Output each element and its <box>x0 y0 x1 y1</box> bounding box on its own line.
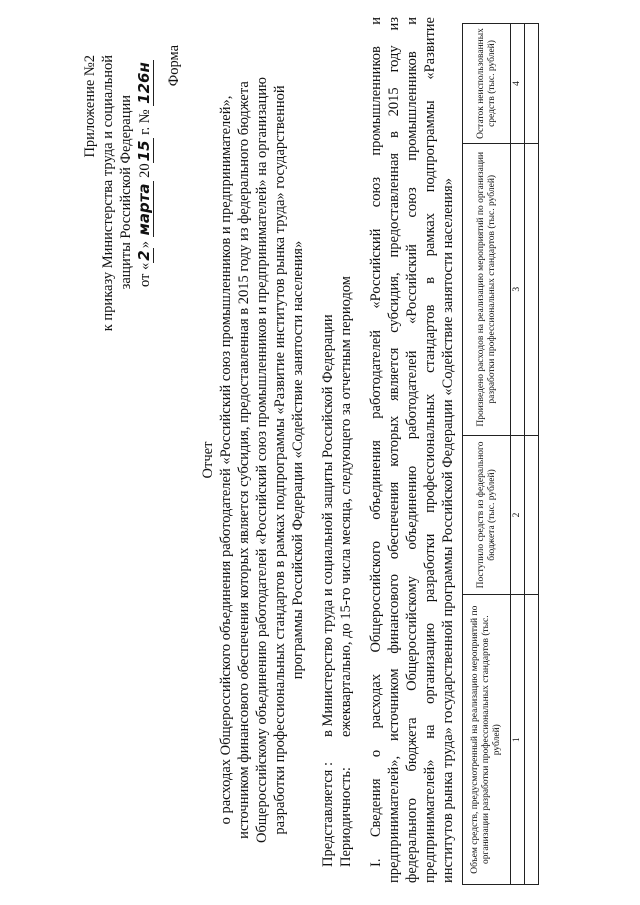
report-title-line-5: программы Российской Федерации «Содействие занятости населения» <box>290 240 306 680</box>
submission-value-2: ежеквартально, до 15-го числа месяца, следующего за отчетным периодом <box>338 276 354 737</box>
appendix-line-2: к приказу Министерства труда и социальной <box>100 55 116 332</box>
date-number-prefix: г. № <box>137 109 153 135</box>
table-cell <box>525 435 539 595</box>
date-year-suffix: 15 <box>135 140 153 162</box>
table-number-cell: 2 <box>511 435 525 595</box>
submission-label-1: Представляется : <box>320 762 336 867</box>
table-header-row <box>463 24 511 885</box>
appendix-date <box>136 60 154 287</box>
date-mid: » <box>137 241 153 249</box>
report-title-line-2: источником финансового обеспечения которых является субсидия, предоставленная в 2015 году из федерального бюджета <box>236 81 252 839</box>
table-cell <box>525 595 539 885</box>
date-month: марта <box>135 183 153 236</box>
section-line-3: федерального бюджета Общероссийскому объединению работодателей «Российский союз промышленников и <box>404 17 420 883</box>
table-number-cell: 3 <box>511 143 525 435</box>
table-number-cell: 4 <box>511 24 525 144</box>
appendix-line-3: защиты Российской Федерации <box>118 95 134 290</box>
submission-label-2: Периодичность: <box>338 767 354 867</box>
date-prefix: от « <box>137 262 153 287</box>
report-title-line-1: о расходах Общероссийского объединения работодателей «Российский союз промышленников и предпринимателей», <box>218 95 234 825</box>
section-line-4: предпринимателей» на организацию разработки профессиональных стандартов в рамках подпрограммы «Развитие <box>422 17 438 883</box>
table-cell <box>525 143 539 435</box>
table-number-row <box>511 24 525 885</box>
table-cell <box>525 24 539 144</box>
report-title-line-3: Общероссийскому объединению работодателей «Российский союз промышленников и предпринимателей» на организацию <box>254 77 270 843</box>
table-header-cell: Остаток неиспользованных средств (тыс. рублей) <box>463 24 511 144</box>
table-header-cell: Объем средств, предусмотренный на реализацию мероприятий по организации разработки профессиональных стандартов (тыс. рублей) <box>463 595 511 885</box>
section-line-2: предпринимателей», источником финансового обеспечения которых является субсидия, предоставленная в 2015 году из <box>386 17 402 883</box>
table-header-cell: Произведено расходов на реализацию мероприятий по организации разработки профессиональных стандартов (тыс. рублей) <box>463 143 511 435</box>
form-label: Форма <box>166 45 182 87</box>
table-row <box>525 24 539 885</box>
table-number-cell: 1 <box>511 595 525 885</box>
report-heading: Отчет <box>200 441 216 479</box>
table-header-cell: Поступило средств из федерального бюджета (тыс. рублей) <box>463 435 511 595</box>
expenses-table <box>462 23 539 885</box>
appendix-line-1: Приложение №2 <box>82 55 98 158</box>
date-number: 126н <box>135 62 153 104</box>
section-line-5: институтов рынка труда» государственной программы Российской Федерации «Содействие занятости населения» <box>440 178 456 883</box>
section-line-1: I. Сведения о расходах Общероссийского объединения работодателей «Российский союз промышленников и <box>368 17 384 867</box>
date-year-prefix: 20 <box>137 163 153 178</box>
date-day: 2 <box>135 250 153 261</box>
report-title-line-4: разработки профессиональных стандартов в рамках подпрограммы «Развитие институтов рынка труда» государственной <box>272 85 288 835</box>
submission-value-1: в Министерство труда и социальной защиты Российской Федерации <box>320 314 336 737</box>
